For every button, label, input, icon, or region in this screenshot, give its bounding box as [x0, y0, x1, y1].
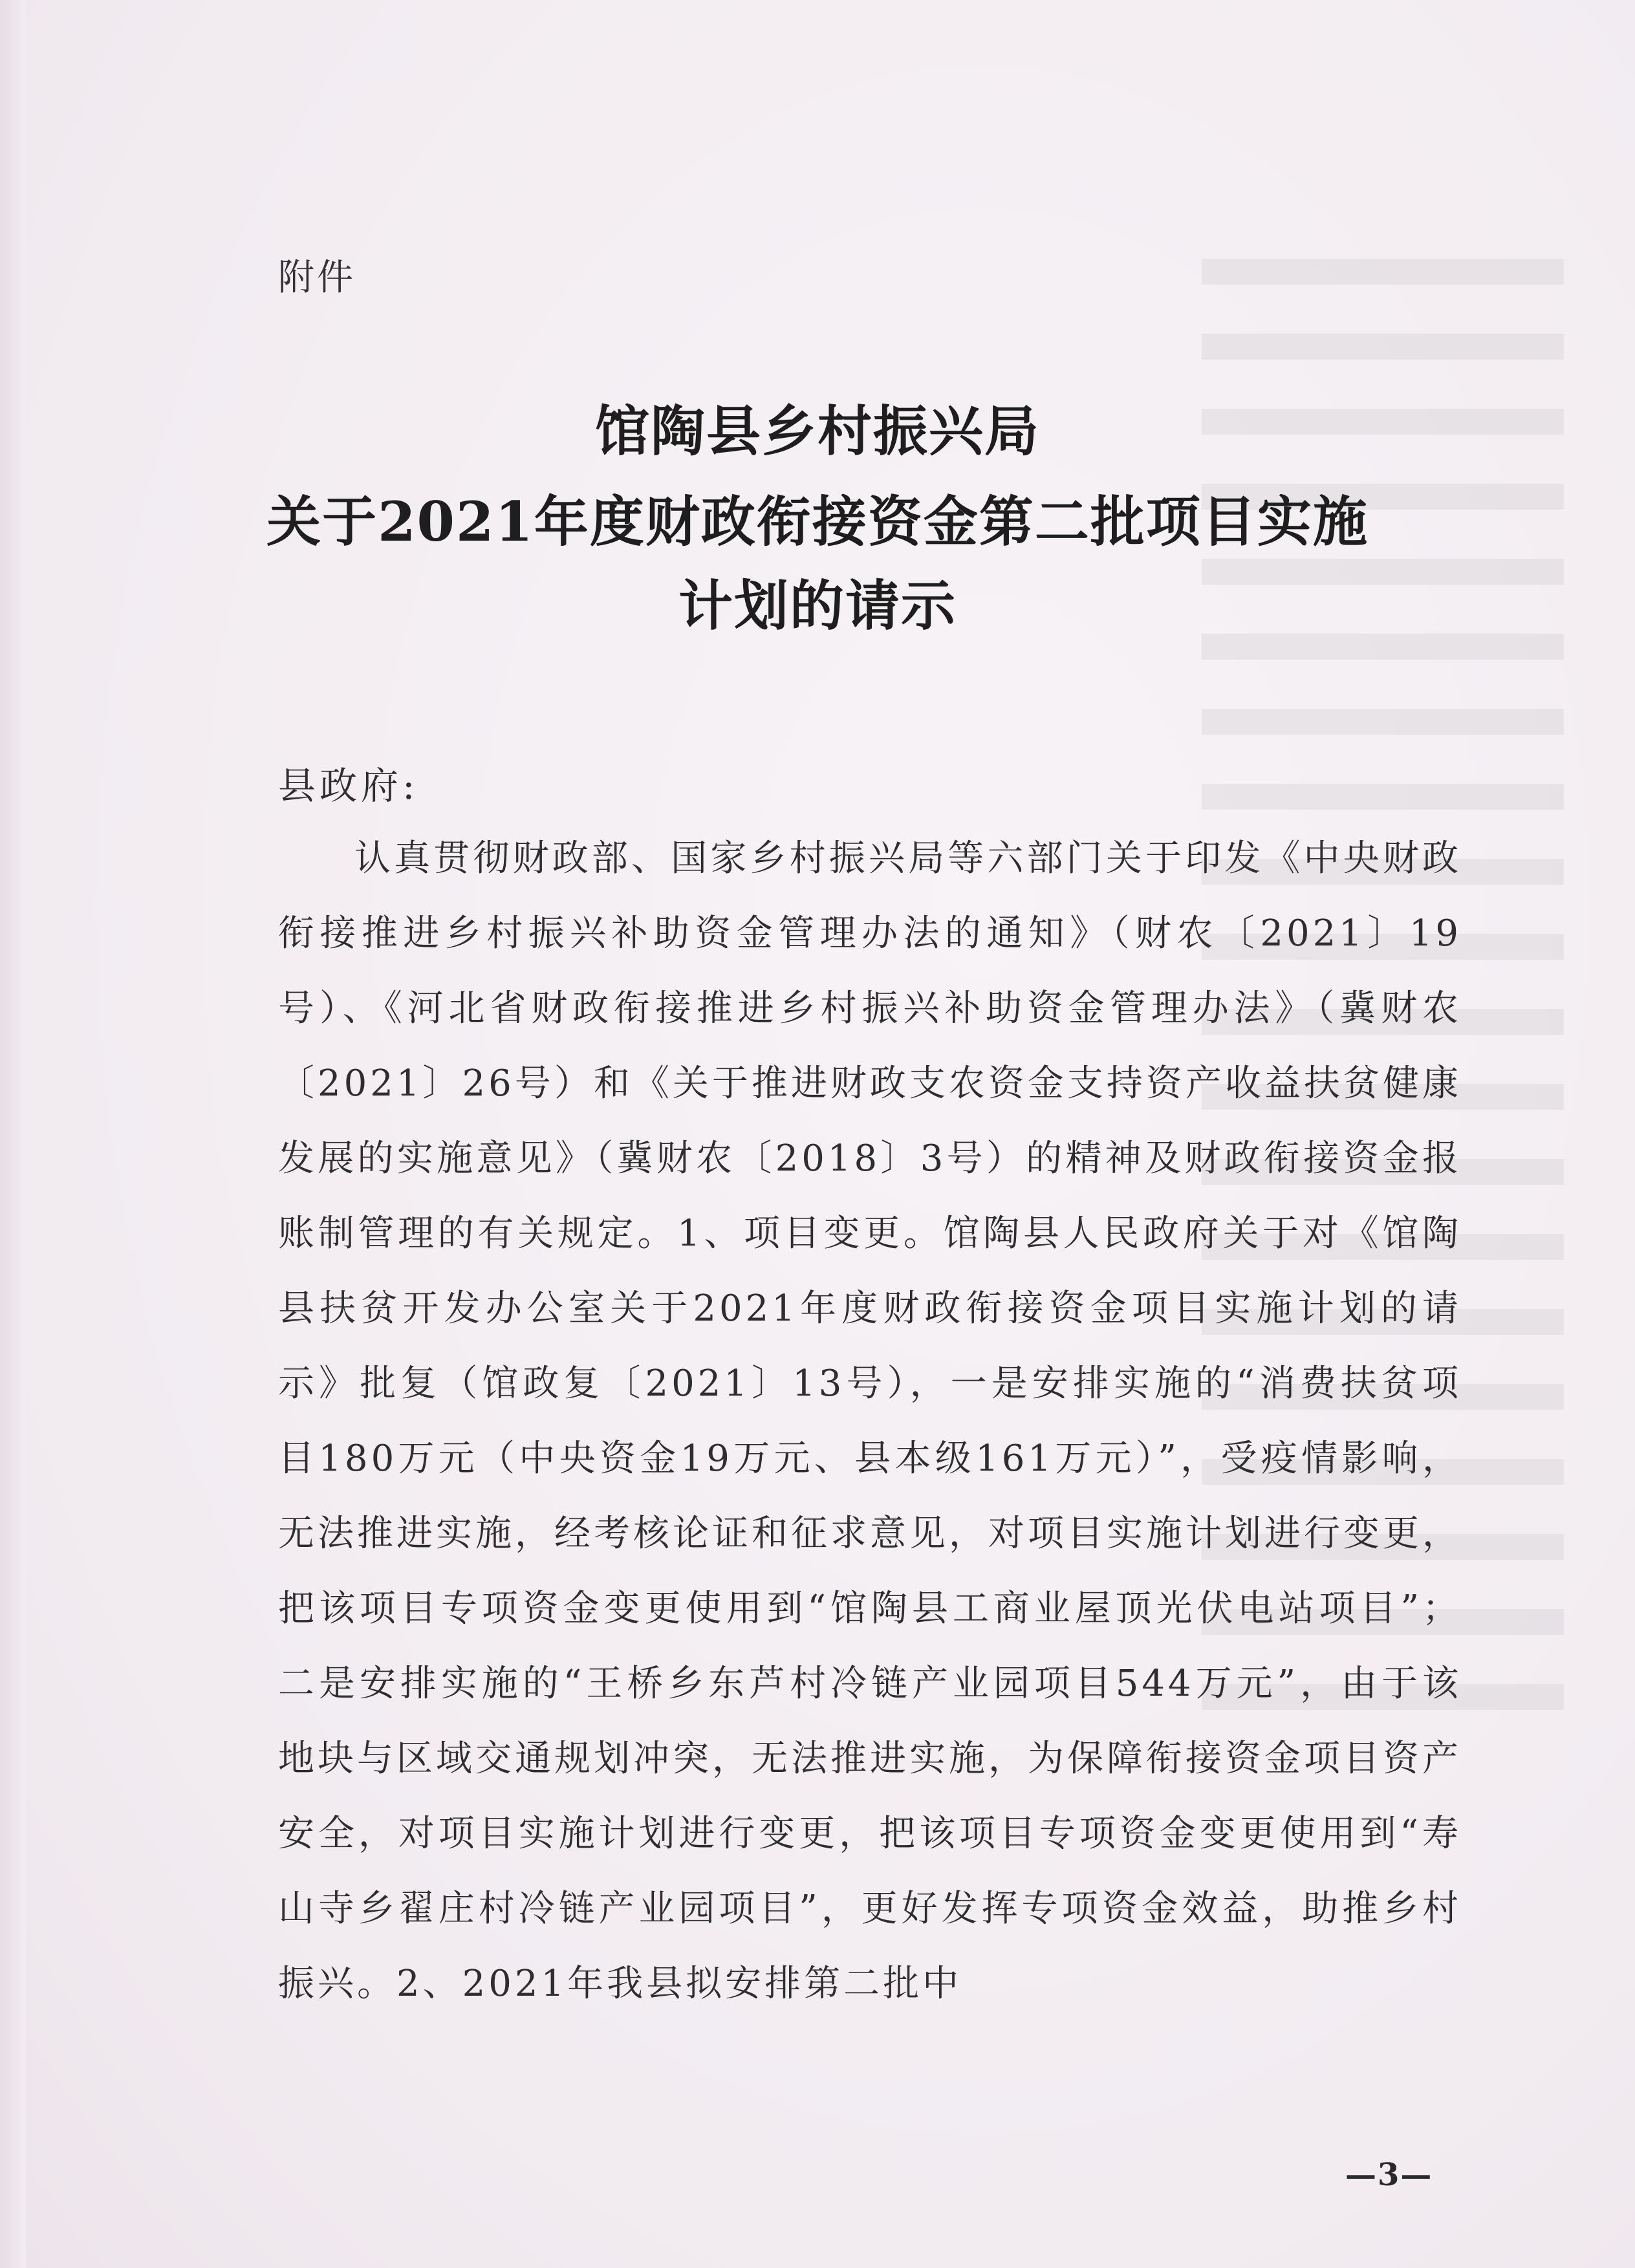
salutation: 县政府: [278, 764, 419, 808]
attachment-label: 附件 [278, 257, 356, 299]
document-title-line-2: 关于2021年度财政衔接资金第二批项目实施 [266, 490, 1369, 554]
body-paragraph: 认真贯彻财政部、国家乡村振兴局等六部门关于印发《中央财政衔接推进乡村振兴补助资金管理办法的通知》（财农〔2021〕19号）、《河北省财政衔接推进乡村振兴补助资金管理办法》（冀财农〔2021〕26号）和《关于推进财政支农资金支持资产收益扶贫健康发展的实施意见》（冀财农〔2018〕3号）的精神及财政衔接资金报账制管理的有关规定。1、项目变更。馆陶县人民政府关于对《馆陶县扶贫开发办公室关于2021年度财政衔接资金项目实施计划的请示》批复（馆政复〔2021〕13号），一是安排实施的“消费扶贫项目180万元（中央资金19万元、县本级161万元）”，受疫情影响，无法推进实施，经考核论证和征求意见，对项目实施计划进行变更，把该项目专项资金变更使用到“馆陶县工商业屋顶光伏电站项目”；二是安排实施的“王桥乡东芦村冷链产业园项目544万元”，由于该地块与区域交通规划冲突，无法推进实施，为保障衔接资金项目资产安全，对项目实施计划进行变更，把该项目专项资金变更使用到“寿山寺乡翟庄村冷链产业园项目”，更好发挥专项资金效益，助推乡村振兴。2、2021年我县拟安排第二批中 [278, 837, 1462, 2005]
scan-edge-shadow [0, 0, 26, 2268]
document-title-line-3: 计划的请示 [678, 574, 957, 638]
document-title-line-1: 馆陶县乡村振兴局 [594, 399, 1040, 463]
page-number: —3— [1345, 2157, 1433, 2193]
